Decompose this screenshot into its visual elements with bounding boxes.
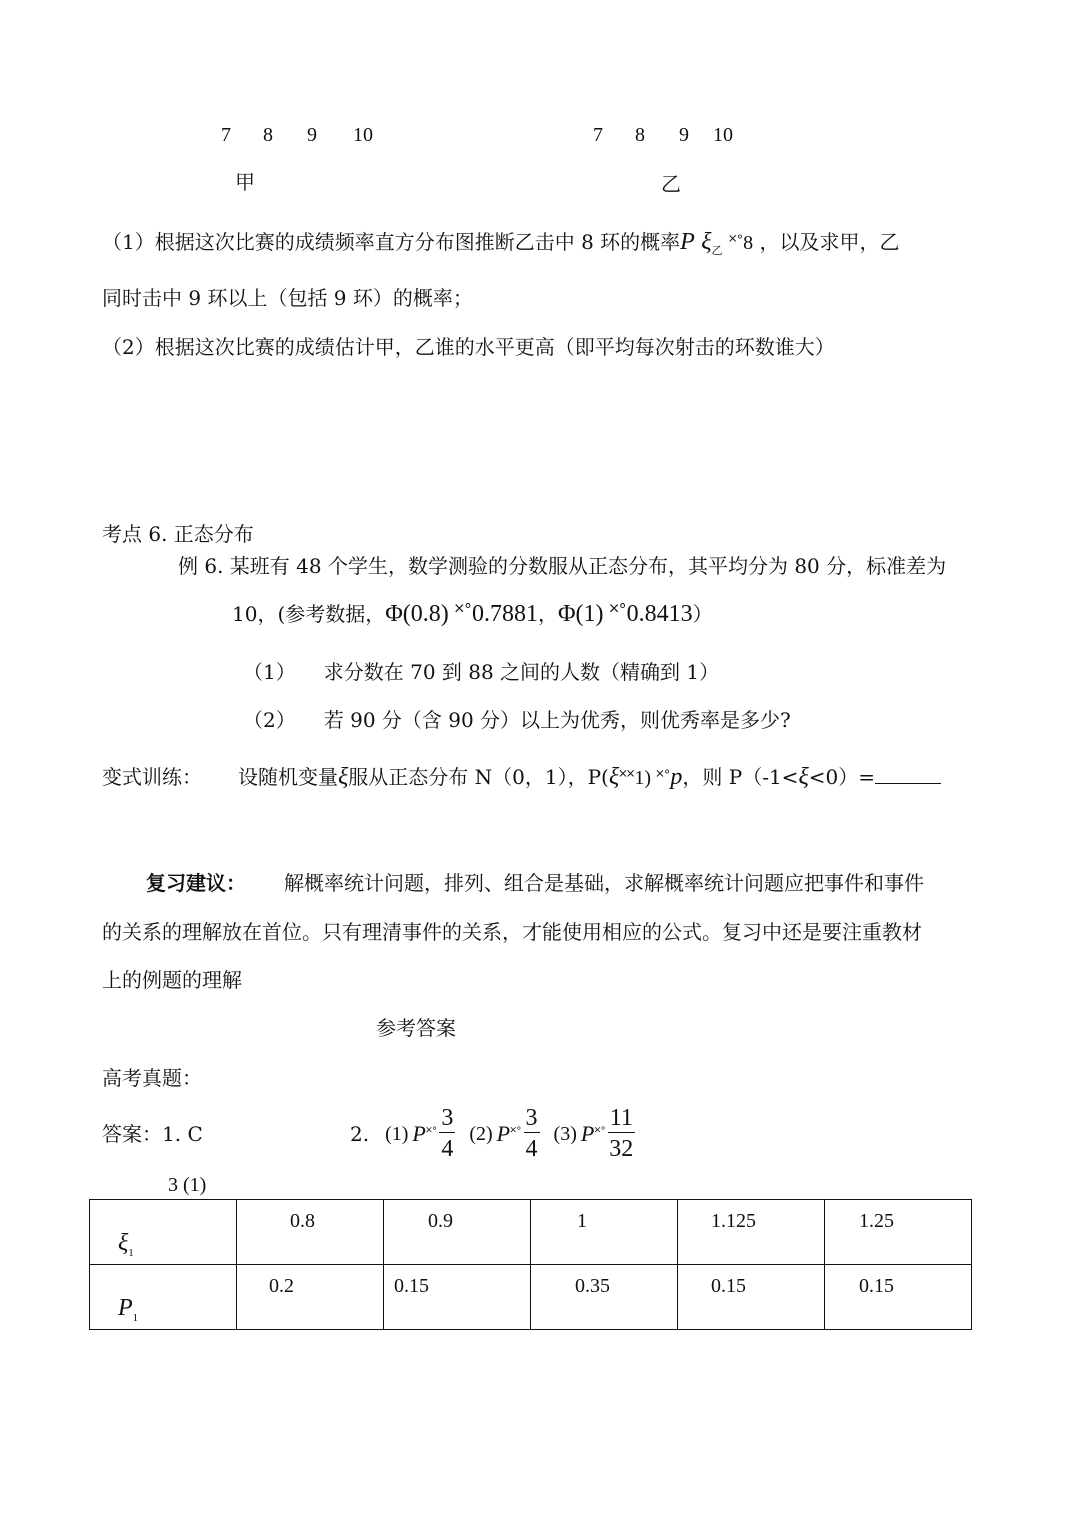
question-1-line-2: 同时击中 9 环以上（包括 9 环）的概率；: [102, 286, 473, 310]
axis-tick: 8: [635, 124, 645, 146]
axis-tick: 10: [713, 124, 733, 146]
table-cell: 1.25: [825, 1200, 972, 1265]
answer-blank: [875, 765, 941, 784]
answers-section-label: 高考真题：: [102, 1066, 202, 1090]
table-header-cell: $P_1$: [90, 1265, 237, 1330]
table-cell: 0.35: [531, 1265, 678, 1330]
example-6-line-1: 例 6. 某班有 48 个学生，数学测验的分数服从正态分布，其平均分为 80 分，标准差为: [178, 554, 947, 578]
example-6-line-2: 10，(参考数据，Φ(0.8) ˟˚0.7881，Φ(1) ˟˚0.8413）: [232, 601, 713, 627]
table-cell: 1: [531, 1200, 678, 1265]
question-1-line-1: （1）根据这次比赛的成绩频率直方分布图推断乙击中 8 环的概率P $\xi_乙$ ˟˚8 ，以及求甲，乙: [102, 229, 900, 257]
kaodian-6-title: 考点 6. 正态分布: [102, 522, 254, 546]
table-cell: 0.15: [825, 1265, 972, 1330]
answers-title: 参考答案: [376, 1016, 456, 1040]
axis-tick: 7: [221, 124, 231, 146]
review-suggestion-line-1: 复习建议： 解概率统计问题，排列、组合是基础，求解概率统计问题应把事件和事件: [146, 871, 924, 895]
table-row: [90, 1265, 972, 1330]
variant-training: 变式训练： 设随机变量ξ服从正态分布 N（0，1），P(ξ˟˟1) ˟˚p，则 P（-1<ξ<0）=: [102, 765, 941, 789]
table-row: [90, 1200, 972, 1265]
table-cell: 0.15: [678, 1265, 825, 1330]
review-suggestion-line-3: 上的例题的理解: [102, 968, 242, 992]
answer-1: 答案：1. C: [102, 1122, 203, 1146]
histogram-label-yi: 乙: [661, 172, 681, 196]
answer-2: 2. (1) P ˟˚ $\frac{3}{4}$ (2) P ˟˚ $\frac{3}{4}$ (3) P ˟˚ $\frac{11}{32}$: [350, 1105, 634, 1162]
axis-tick: 9: [307, 124, 317, 146]
answer-distribution-table: [89, 1199, 972, 1330]
table-cell: 0.9: [384, 1200, 531, 1265]
example-6-sub-2: （2） 若 90 分（含 90 分）以上为优秀，则优秀率是多少?: [243, 708, 791, 732]
axis-tick: 10: [353, 124, 373, 146]
table-cell: 1.125: [678, 1200, 825, 1265]
table-cell: 0.8: [237, 1200, 384, 1265]
review-suggestion-line-2: 的关系的理解放在首位。只有理清事件的关系，才能使用相应的公式。复习中还是要注重教材: [102, 920, 922, 944]
example-6-sub-1: （1） 求分数在 70 到 88 之间的人数（精确到 1）: [243, 660, 720, 684]
table-header-cell: $\xi_1$: [90, 1200, 237, 1265]
fraction: $\frac{11}{32}$: [609, 1105, 634, 1162]
axis-tick: 8: [263, 124, 273, 146]
histogram-label-jia: 甲: [235, 170, 255, 194]
answer-3-label: 3 (1): [168, 1174, 207, 1196]
fraction: $\frac{3}{4}$: [525, 1105, 538, 1162]
fraction: $\frac{3}{4}$: [441, 1105, 454, 1162]
axis-tick: 9: [679, 124, 689, 146]
question-2: （2）根据这次比赛的成绩估计甲，乙谁的水平更高（即平均每次射击的环数谁大）: [102, 335, 835, 359]
axis-tick: 7: [593, 124, 603, 146]
table-cell: 0.2: [237, 1265, 384, 1330]
table-cell: 0.15: [384, 1265, 531, 1330]
